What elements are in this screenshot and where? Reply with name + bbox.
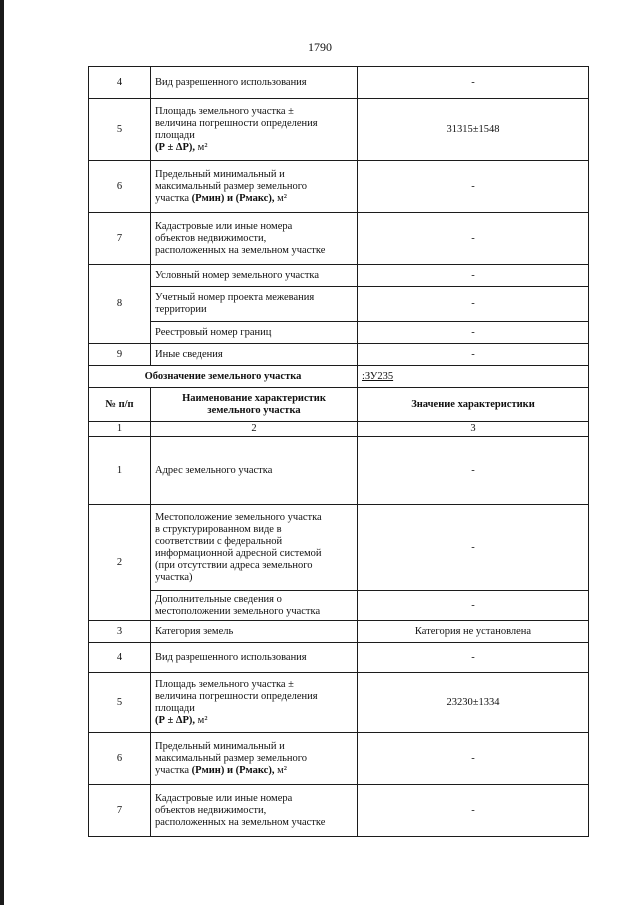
column-index: 1 <box>89 422 151 437</box>
name-line: расположенных на земельном участке <box>155 816 326 828</box>
plot-designation: :ЗУ235 <box>362 370 394 382</box>
characteristic-name <box>151 733 358 785</box>
size-formula: (Рмин) и (Рмакс), <box>191 764 275 776</box>
row-number: 1 <box>89 437 151 505</box>
scan-edge <box>0 0 4 905</box>
characteristic-value: - <box>358 322 589 344</box>
table-row <box>89 322 589 344</box>
characteristic-value: - <box>358 643 589 673</box>
characteristic-value: - <box>358 287 589 322</box>
table-row <box>89 785 589 837</box>
name-line: участка) <box>155 571 193 583</box>
table-row <box>89 161 589 213</box>
name-line: Предельный минимальный и <box>155 168 285 180</box>
area-unit: м² <box>195 714 208 726</box>
area-formula: (Р ± ΔР), <box>155 714 196 726</box>
designation-value <box>358 366 589 388</box>
characteristic-name: Адрес земельного участка <box>151 437 358 505</box>
table-row <box>89 591 589 621</box>
name-line: (при отсутствии адреса земельного <box>155 559 313 571</box>
characteristic-name: Реестровый номер границ <box>151 322 358 344</box>
column-header-name <box>151 388 358 422</box>
characteristic-value: Категория не установлена <box>358 621 589 643</box>
name-line: Площадь земельного участка ± <box>155 105 294 117</box>
characteristic-name: Иные сведения <box>151 344 358 366</box>
row-number: 2 <box>89 505 151 621</box>
name-line: площади <box>155 702 195 714</box>
header-line: земельного участка <box>207 404 301 416</box>
header-line: Наименование характеристик <box>182 392 326 404</box>
table-row <box>89 67 589 99</box>
row-number: 9 <box>89 344 151 366</box>
row-number: 3 <box>89 621 151 643</box>
characteristic-value: - <box>358 213 589 265</box>
table-row <box>89 99 589 161</box>
name-line: Местоположение земельного участка <box>155 511 322 523</box>
table-row <box>89 344 589 366</box>
header-row <box>89 388 589 422</box>
row-number: 7 <box>89 213 151 265</box>
size-unit: м² <box>274 192 287 204</box>
name-line: местоположении земельного участка <box>155 605 321 617</box>
name-line: максимальный размер земельного <box>155 180 308 192</box>
row-number: 4 <box>89 643 151 673</box>
row-number: 5 <box>89 673 151 733</box>
name-line: соответствии с федеральной <box>155 535 283 547</box>
characteristic-name <box>151 785 358 837</box>
name-prefix: участка <box>155 192 192 204</box>
characteristic-value: - <box>358 505 589 591</box>
row-number: 7 <box>89 785 151 837</box>
column-index-row <box>89 422 589 437</box>
characteristic-value: - <box>358 344 589 366</box>
characteristic-name <box>151 505 358 591</box>
row-number: 6 <box>89 733 151 785</box>
characteristic-name <box>151 673 358 733</box>
characteristic-value: - <box>358 591 589 621</box>
name-line: площади <box>155 129 195 141</box>
table-row <box>89 213 589 265</box>
name-line: территории <box>155 304 207 315</box>
designation-row <box>89 366 589 388</box>
name-line: Дополнительные сведения о <box>155 593 282 605</box>
characteristic-name: Категория земель <box>151 621 358 643</box>
designation-label: Обозначение земельного участка <box>89 366 358 388</box>
row-number: 4 <box>89 67 151 99</box>
table-row <box>89 437 589 505</box>
row-number: 8 <box>89 265 151 344</box>
name-line: объектов недвижимости, <box>155 804 267 816</box>
name-line: объектов недвижимости, <box>155 232 267 244</box>
name-line: величина погрешности определения <box>155 117 318 129</box>
name-line: Площадь земельного участка ± <box>155 678 294 690</box>
characteristic-name <box>151 99 358 161</box>
page-number: 1790 <box>308 40 332 54</box>
name-line: Кадастровые или иные номера <box>155 220 293 232</box>
name-prefix: участка <box>155 764 192 776</box>
size-unit: м² <box>274 764 287 776</box>
characteristic-name: Условный номер земельного участка <box>151 265 358 287</box>
name-line: величина погрешности определения <box>155 690 318 702</box>
row-number: 6 <box>89 161 151 213</box>
characteristic-value: 23230±1334 <box>358 673 589 733</box>
characteristic-name: Вид разрешенного использования <box>151 67 358 99</box>
characteristic-value: - <box>358 67 589 99</box>
name-line: Предельный минимальный и <box>155 740 285 752</box>
table-row <box>89 733 589 785</box>
characteristic-name <box>151 287 358 322</box>
name-line: максимальный размер земельного <box>155 752 308 764</box>
column-index: 2 <box>151 422 358 437</box>
name-line: Кадастровые или иные номера <box>155 792 293 804</box>
characteristic-name: Вид разрешенного использования <box>151 643 358 673</box>
name-line: информационной адресной системой <box>155 547 322 559</box>
characteristic-value: - <box>358 785 589 837</box>
characteristic-value: - <box>358 161 589 213</box>
table-row <box>89 621 589 643</box>
land-plot-table <box>88 66 589 837</box>
area-formula: (Р ± ΔР), <box>155 141 196 153</box>
table-row <box>89 287 589 322</box>
characteristic-name <box>151 591 358 621</box>
characteristic-value: 31315±1548 <box>358 99 589 161</box>
characteristic-name <box>151 161 358 213</box>
table-row <box>89 505 589 591</box>
table-row <box>89 673 589 733</box>
characteristic-value: - <box>358 265 589 287</box>
name-line: расположенных на земельном участке <box>155 244 326 256</box>
size-formula: (Рмин) и (Рмакс), <box>191 192 275 204</box>
table-row <box>89 265 589 287</box>
characteristic-value: - <box>358 437 589 505</box>
column-header-number: № п/п <box>89 388 151 422</box>
name-line: в структурированном виде в <box>155 523 282 535</box>
name-line: Учетный номер проекта межевания <box>155 292 315 303</box>
table-row <box>89 643 589 673</box>
area-unit: м² <box>195 141 208 153</box>
characteristic-value: - <box>358 733 589 785</box>
column-index: 3 <box>358 422 589 437</box>
column-header-value: Значение характеристики <box>358 388 589 422</box>
row-number: 5 <box>89 99 151 161</box>
characteristic-name <box>151 213 358 265</box>
